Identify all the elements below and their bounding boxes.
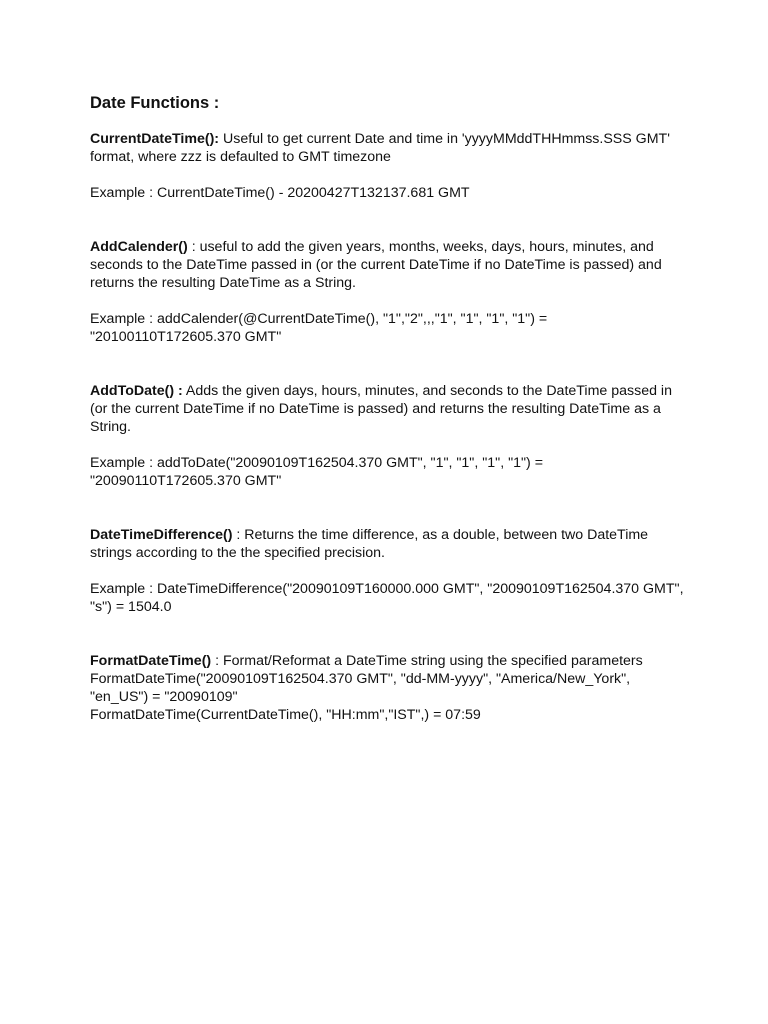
example-datetimedifference: Example : DateTimeDifference("20090109T160000.000 GMT", "20090109T162504.370 GMT", "s") = 1504.0 [90, 581, 684, 615]
function-name-datetimedifference: DateTimeDifference() [90, 527, 233, 543]
page-title: Date Functions : [90, 94, 220, 112]
description-text: Adds the given days, hours, minutes, and seconds to the DateTime passed in (or the current DateTime if no DateTime is passed) and returns the resulting DateTime as a String. [90, 383, 672, 435]
function-name-addtodate: AddToDate() : [90, 383, 183, 399]
function-description-addtodate [90, 382, 690, 436]
function-name-currentdatetime: CurrentDateTime(): [90, 131, 220, 147]
description-text: : useful to add the given years, months, weeks, days, hours, minutes, and seconds to the DateTime passed in (or the current DateTime if no DateTime is passed) and returns the resulting DateTime as a String. [90, 239, 662, 291]
function-description-datetimedifference [90, 526, 690, 562]
document-page [90, 92, 690, 724]
example-formatdatetime-2: FormatDateTime(CurrentDateTime(), "HH:mm","IST",) = 07:59 [90, 707, 481, 723]
example-addcalender: Example : addCalender(@CurrentDateTime(), "1","2",,,"1", "1", "1", "1") = "20100110T172605.370 GMT" [90, 311, 548, 345]
function-name-formatdatetime: FormatDateTime() [90, 653, 212, 669]
example-formatdatetime-1: FormatDateTime("20090109T162504.370 GMT", "dd-MM-yyyy", "America/New_York", "en_US") = "20090109" [90, 671, 631, 705]
example-addtodate: Example : addToDate("20090109T162504.370 GMT", "1", "1", "1", "1") = "20090110T172605.370 GMT" [90, 455, 543, 489]
description-text: Useful to get current Date and time in 'yyyyMMddTHHmmss.SSS GMT' format, where zzz is defaulted to GMT timezone [90, 131, 670, 165]
function-description-addcalender [90, 238, 690, 292]
example-currentdatetime: Example : CurrentDateTime() - 20200427T132137.681 GMT [90, 185, 470, 201]
function-description-formatdatetime [90, 652, 690, 670]
function-description-currentdatetime [90, 130, 690, 166]
description-text: : Format/Reformat a DateTime string using the specified parameters [211, 653, 643, 669]
description-text: : Returns the time difference, as a double, between two DateTime strings according to the the specified precision. [90, 527, 649, 561]
function-name-addcalender: AddCalender() [90, 239, 188, 255]
